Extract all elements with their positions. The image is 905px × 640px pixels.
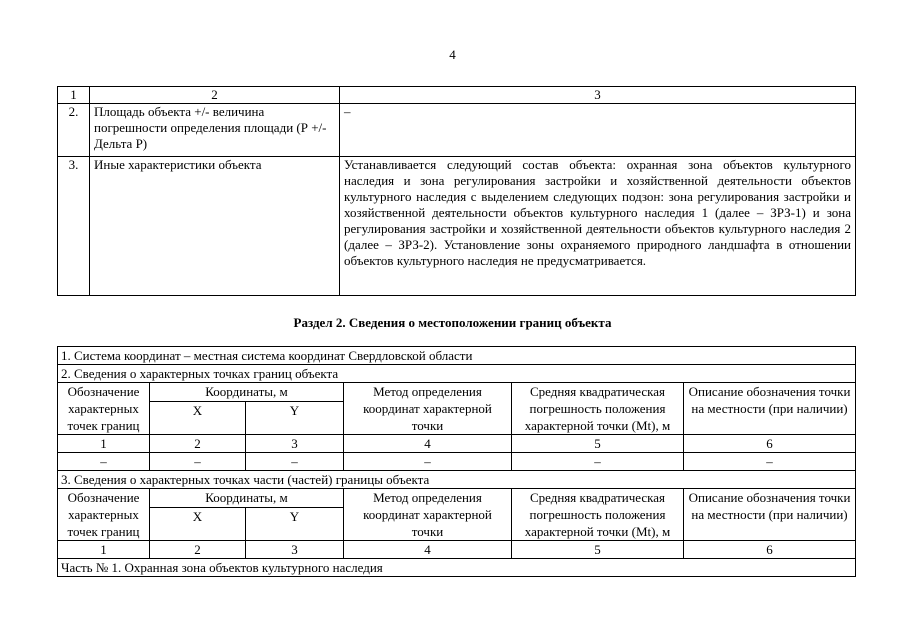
column-header-row (58, 383, 856, 402)
row-value: – (340, 104, 856, 157)
column-number: 4 (344, 435, 512, 453)
column-number: 6 (684, 435, 856, 453)
column-numbers-row (58, 541, 856, 559)
point-designation-header: Обозначение характерных точек границ (58, 489, 150, 541)
column-number-3: 3 (340, 87, 856, 104)
y-header: Y (246, 402, 344, 435)
dash-cell: – (684, 453, 856, 471)
column-number: 2 (150, 541, 246, 559)
error-header: Средняя квадратическая погрешность положения характерной точки (Mt), м (512, 489, 684, 541)
method-header: Метод определения координат характерной точки (344, 489, 512, 541)
row-number: 2. (58, 104, 90, 157)
row-label: Площадь объекта +/- величина погрешности определения площади (Р +/- Дельта Р) (90, 104, 340, 157)
section-heading-row (58, 365, 856, 383)
column-header-row (58, 489, 856, 508)
coordinates-header: Координаты, м (150, 489, 344, 508)
x-header: X (150, 508, 246, 541)
dash-cell: – (150, 453, 246, 471)
error-header: Средняя квадратическая погрешность положения характерной точки (Mt), м (512, 383, 684, 435)
section-title: Раздел 2. Сведения о местоположении границ объекта (293, 315, 612, 330)
empty-data-row (58, 453, 856, 471)
y-header: Y (246, 508, 344, 541)
page-number: 4 (449, 47, 456, 62)
column-number: 2 (150, 435, 246, 453)
dash-cell: – (58, 453, 150, 471)
column-number: 6 (684, 541, 856, 559)
method-header: Метод определения координат характерной точки (344, 383, 512, 435)
column-number: 5 (512, 541, 684, 559)
column-number: 1 (58, 435, 150, 453)
row-value: Устанавливается следующий состав объекта: охранная зона объектов культурного наследия и зона регулирования застройки и хозяйственной деятельности объектов культурного наследия с выделением следующих подзон: зона регулирования застройки и хозяйственной деятельности объектов культурного наследия 1 (далее – ЗРЗ-1) и зона регулирования застройки и хозяйственной деятельности объектов культурного наследия 2 (далее – ЗРЗ-2). Установление зоны охраняемого природного ландшафта в отношении объектов культурного наследия не предусматривается. (340, 157, 856, 296)
column-number: 3 (246, 541, 344, 559)
column-number-2: 2 (90, 87, 340, 104)
table-row (58, 104, 856, 157)
row-label: Иные характеристики объекта (90, 157, 340, 296)
table-row (58, 157, 856, 296)
column-number: 1 (58, 541, 150, 559)
coordinate-system-row (58, 347, 856, 365)
boundary-points-table (57, 346, 856, 577)
section-heading-row (58, 471, 856, 489)
coordinate-system-cell: 1. Система координат – местная система координат Свердловской области (58, 347, 856, 365)
description-header: Описание обозначения точки на местности (при наличии) (684, 489, 856, 541)
coordinates-header: Координаты, м (150, 383, 344, 402)
description-header: Описание обозначения точки на местности (при наличии) (684, 383, 856, 435)
column-number: 4 (344, 541, 512, 559)
point-designation-header: Обозначение характерных точек границ (58, 383, 150, 435)
dash-cell: – (344, 453, 512, 471)
part-title-cell: Часть № 1. Охранная зона объектов культурного наследия (58, 559, 856, 577)
table-header-row (58, 87, 856, 104)
column-number-1: 1 (58, 87, 90, 104)
row-number: 3. (58, 157, 90, 296)
object-characteristics-table (57, 86, 856, 296)
column-number: 3 (246, 435, 344, 453)
column-number: 5 (512, 435, 684, 453)
part-points-heading: 3. Сведения о характерных точках части (частей) границы объекта (58, 471, 856, 489)
x-header: X (150, 402, 246, 435)
column-numbers-row (58, 435, 856, 453)
dash-cell: – (246, 453, 344, 471)
dash-cell: – (512, 453, 684, 471)
part-row (58, 559, 856, 577)
boundary-points-heading: 2. Сведения о характерных точках границ объекта (58, 365, 856, 383)
